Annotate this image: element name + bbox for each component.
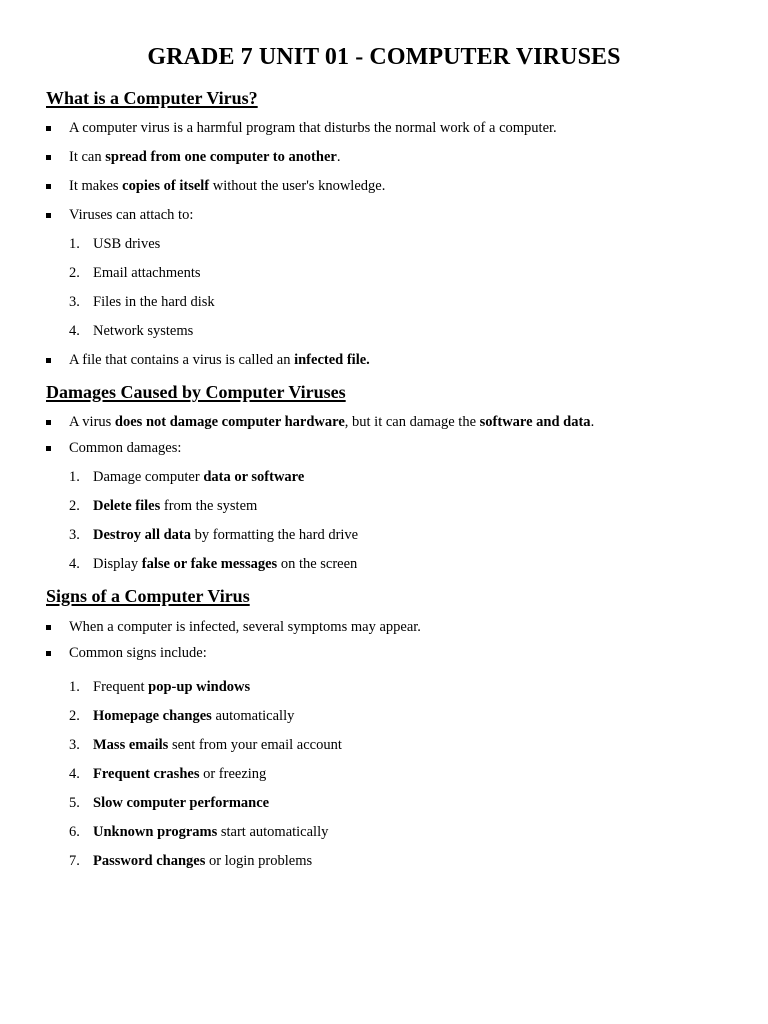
list-number: 4. xyxy=(69,556,80,572)
text: It can xyxy=(69,149,106,165)
numbered-item xyxy=(93,707,294,725)
numbered-item xyxy=(93,264,201,282)
text: Common signs include: xyxy=(69,645,207,661)
numbered-item xyxy=(93,794,269,812)
text: . xyxy=(590,414,595,430)
text: It makes xyxy=(69,178,123,194)
bullet-item xyxy=(69,413,594,431)
section-heading: What is a Computer Virus? xyxy=(46,88,258,108)
bold-text: infected file. xyxy=(294,352,370,368)
numbered-item xyxy=(93,736,342,754)
bold-text: does not damage computer hardware xyxy=(114,414,345,430)
bullet-item xyxy=(69,644,207,662)
bold-text: copies of itself xyxy=(122,178,210,194)
text: on the screen xyxy=(277,556,358,572)
bold-text: Password changes xyxy=(93,853,206,869)
text: Network systems xyxy=(93,323,194,339)
bullet-item xyxy=(69,119,557,137)
text: Display xyxy=(93,556,142,572)
square-bullet-icon xyxy=(46,126,51,131)
square-bullet-icon xyxy=(46,625,51,630)
bullet-item xyxy=(69,351,370,369)
bold-text: pop-up windows xyxy=(148,679,251,695)
bold-text: Frequent crashes xyxy=(93,766,200,782)
square-bullet-icon xyxy=(46,155,51,160)
bold-text: software and data xyxy=(479,414,591,430)
text: from the system xyxy=(160,498,258,514)
square-bullet-icon xyxy=(46,651,51,656)
bullet-item xyxy=(69,206,193,224)
bold-text: false or fake messages xyxy=(141,556,278,572)
section-heading: Signs of a Computer Virus xyxy=(46,586,250,606)
list-number: 2. xyxy=(69,708,80,724)
list-number: 4. xyxy=(69,323,80,339)
numbered-item xyxy=(93,468,304,486)
section-heading: Damages Caused by Computer Viruses xyxy=(46,382,346,402)
text: USB drives xyxy=(93,236,161,252)
bold-text: Slow computer performance xyxy=(93,795,270,811)
list-number: 2. xyxy=(69,498,80,514)
text: without the user's knowledge. xyxy=(209,178,386,194)
text: A computer virus is a harmful program that disturbs the normal work of a computer. xyxy=(69,120,557,136)
bold-text: Homepage changes xyxy=(93,708,212,724)
list-number: 3. xyxy=(69,737,80,753)
bullet-item xyxy=(69,439,181,457)
numbered-item xyxy=(93,235,160,253)
list-number: 2. xyxy=(69,265,80,281)
numbered-item xyxy=(93,555,357,573)
square-bullet-icon xyxy=(46,420,51,425)
text: Frequent xyxy=(93,679,149,695)
list-number: 1. xyxy=(69,469,80,485)
bullet-item xyxy=(69,618,421,636)
text: or freezing xyxy=(199,766,267,782)
numbered-item xyxy=(93,823,328,841)
numbered-item xyxy=(93,497,257,515)
text: sent from your email account xyxy=(168,737,342,753)
square-bullet-icon xyxy=(46,184,51,189)
bold-text: spread from one computer to another xyxy=(105,149,337,165)
text: A file that contains a virus is called an xyxy=(69,352,295,368)
numbered-item xyxy=(93,526,358,544)
list-number: 6. xyxy=(69,824,80,840)
text: by formatting the hard drive xyxy=(191,527,359,543)
text: When a computer is infected, several symptoms may appear. xyxy=(69,619,421,635)
list-number: 3. xyxy=(69,527,80,543)
bullet-item xyxy=(69,177,385,195)
numbered-item xyxy=(93,322,193,340)
list-number: 3. xyxy=(69,294,80,310)
text: A virus xyxy=(69,414,115,430)
list-number: 4. xyxy=(69,766,80,782)
text: or login problems xyxy=(205,853,313,869)
bullet-item xyxy=(69,148,340,166)
text: Common damages: xyxy=(69,440,182,456)
list-number: 1. xyxy=(69,236,80,252)
text: start automatically xyxy=(217,824,329,840)
square-bullet-icon xyxy=(46,213,51,218)
list-number: 1. xyxy=(69,679,80,695)
bold-text: Unknown programs xyxy=(93,824,218,840)
bold-text: Delete files xyxy=(93,498,161,514)
numbered-item xyxy=(93,852,312,870)
text: Files in the hard disk xyxy=(93,294,215,310)
list-number: 5. xyxy=(69,795,80,811)
text: Damage computer xyxy=(93,469,204,485)
numbered-item xyxy=(93,765,266,783)
square-bullet-icon xyxy=(46,446,51,451)
text: , but it can damage the xyxy=(344,414,480,430)
square-bullet-icon xyxy=(46,358,51,363)
numbered-item xyxy=(93,293,215,311)
text: Viruses can attach to: xyxy=(69,207,194,223)
document-title: GRADE 7 UNIT 01 - COMPUTER VIRUSES xyxy=(147,44,621,70)
bold-text: data or software xyxy=(203,469,305,485)
bold-text: Mass emails xyxy=(93,737,169,753)
text: . xyxy=(336,149,341,165)
text: Email attachments xyxy=(93,265,201,281)
bold-text: Destroy all data xyxy=(93,527,192,543)
numbered-item xyxy=(93,678,250,696)
text: automatically xyxy=(211,708,295,724)
list-number: 7. xyxy=(69,853,80,869)
